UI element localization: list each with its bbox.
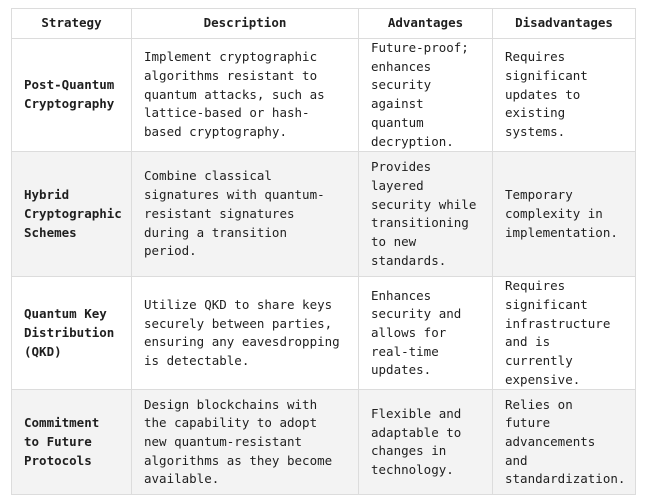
header-description: Description (132, 9, 359, 39)
cell-strategy: Post-Quantum Cryptography (12, 39, 132, 152)
cell-strategy: Quantum Key Distribution (QKD) (12, 277, 132, 390)
table-row (12, 152, 636, 277)
cell-advantages: Provides layered security while transitioning to new standards. (359, 152, 493, 277)
strategy-table-container (11, 8, 635, 495)
header-disadvantages: Disadvantages (493, 9, 636, 39)
cell-description: Combine classical signatures with quantum-resistant signatures during a transition period. (132, 152, 359, 277)
cell-description: Utilize QKD to share keys securely between parties, ensuring any eavesdropping is detectable. (132, 277, 359, 390)
cell-disadvantages: Temporary complexity in implementation. (493, 152, 636, 277)
table-header-row (12, 9, 636, 39)
cell-disadvantages: Requires significant updates to existing systems. (493, 39, 636, 152)
header-strategy: Strategy (12, 9, 132, 39)
cell-strategy: Hybrid Cryptographic Schemes (12, 152, 132, 277)
cell-description: Design blockchains with the capability to adopt new quantum-resistant algorithms as they become available. (132, 390, 359, 495)
table-row (12, 390, 636, 495)
cell-disadvantages: Requires significant infrastructure and is currently expensive. (493, 277, 636, 390)
cell-advantages: Future-proof; enhances security against quantum decryption. (359, 39, 493, 152)
cell-advantages: Flexible and adaptable to changes in technology. (359, 390, 493, 495)
table-row (12, 39, 636, 152)
strategy-table (11, 8, 636, 495)
cell-strategy: Commitment to Future Protocols (12, 390, 132, 495)
table-row (12, 277, 636, 390)
header-advantages: Advantages (359, 9, 493, 39)
cell-advantages: Enhances security and allows for real-time updates. (359, 277, 493, 390)
cell-disadvantages: Relies on future advancements and standardization. (493, 390, 636, 495)
cell-description: Implement cryptographic algorithms resistant to quantum attacks, such as lattice-based or hash-based cryptography. (132, 39, 359, 152)
